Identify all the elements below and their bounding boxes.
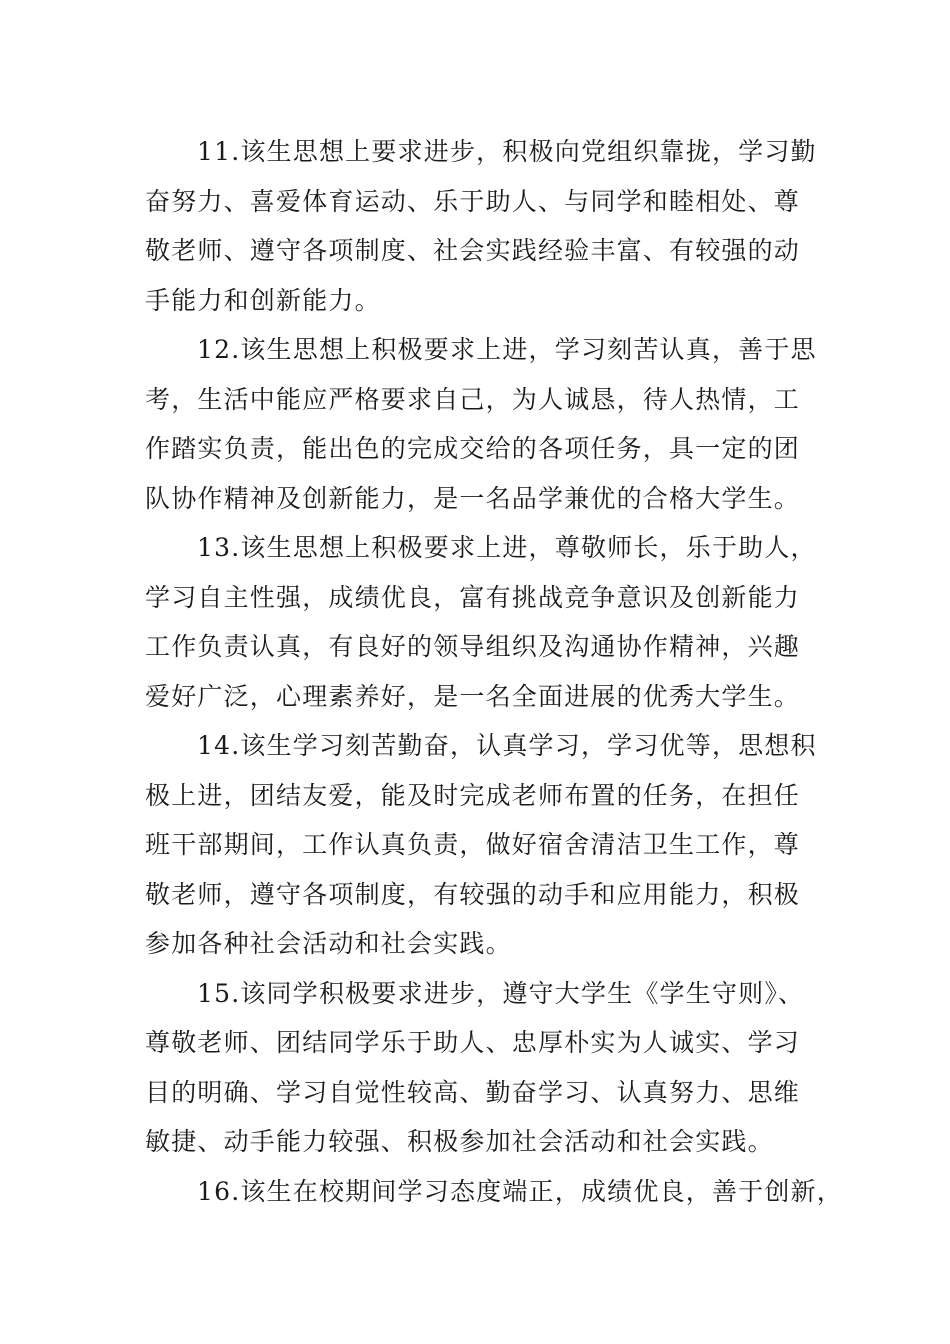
- paragraph-15: [145, 969, 835, 1167]
- paragraph-line: 手能力和创新能力。: [145, 285, 381, 315]
- paragraph-line: 作踏实负责，能出色的完成交给的各项任务，具一定的团: [145, 434, 801, 463]
- paragraph-line: 15.该同学积极要求进步，遵守大学生《学生守则》、: [197, 978, 805, 1008]
- paragraph-line: 尊敬老师、团结同学乐于助人、忠厚朴实为人诚实、学习: [145, 1028, 801, 1057]
- paragraph-line: 极上进，团结友爱，能及时完成老师布置的任务，在担任: [145, 780, 801, 810]
- paragraph-13: [145, 523, 835, 721]
- paragraph-line: 11.该生思想上要求进步，积极向党组织靠拢，学习勤: [197, 137, 817, 166]
- paragraph-line: 敬老师、遵守各项制度、社会实践经验丰富、有较强的动: [145, 236, 801, 265]
- paragraph-line: 16.该生在校期间学习态度端正，成绩优良，善于创新，: [197, 1176, 843, 1206]
- paragraph-line: 奋努力、喜爱体育运动、乐于助人、与同学和睦相处、尊: [145, 186, 801, 216]
- paragraph-line: 敬老师，遵守各项制度，有较强的动手和应用能力，积极: [145, 879, 801, 909]
- paragraph-line: 14.该生学习刻苦勤奋，认真学习，学习优等，思想积: [197, 731, 817, 760]
- paragraph-line: 参加各种社会活动和社会实践。: [145, 929, 512, 958]
- paragraph-line: 学习自主性强，成绩优良，富有挑战竞争意识及创新能力: [145, 582, 801, 612]
- paragraph-line: 工作负责认真，有良好的领导组织及沟通协作精神，兴趣: [145, 632, 801, 661]
- paragraph-12: [145, 325, 835, 523]
- paragraph-line: 考，生活中能应严格要求自己，为人诚恳，待人热情，工: [145, 384, 801, 414]
- paragraph-16: [145, 1167, 843, 1217]
- paragraph-line: 爱好广泛，心理素养好，是一名全面进展的优秀大学生。: [145, 681, 801, 711]
- paragraph-11: [145, 127, 835, 325]
- paragraph-line: 班干部期间，工作认真负责，做好宿舍清洁卫生工作，尊: [145, 830, 801, 859]
- paragraph-line: 13.该生思想上积极要求上进，尊敬师长，乐于助人，: [197, 533, 817, 562]
- paragraph-line: 队协作精神及创新能力，是一名品学兼优的合格大学生。: [145, 483, 801, 513]
- paragraph-line: 敏捷、动手能力较强、积极参加社会活动和社会实践。: [145, 1127, 774, 1156]
- paragraph-line: 目的明确、学习自觉性较高、勤奋学习、认真努力、思维: [145, 1077, 801, 1107]
- paragraph-line: 12.该生思想上积极要求上进，学习刻苦认真，善于思: [197, 335, 817, 364]
- document-body: [145, 127, 843, 1216]
- paragraph-14: [145, 721, 835, 969]
